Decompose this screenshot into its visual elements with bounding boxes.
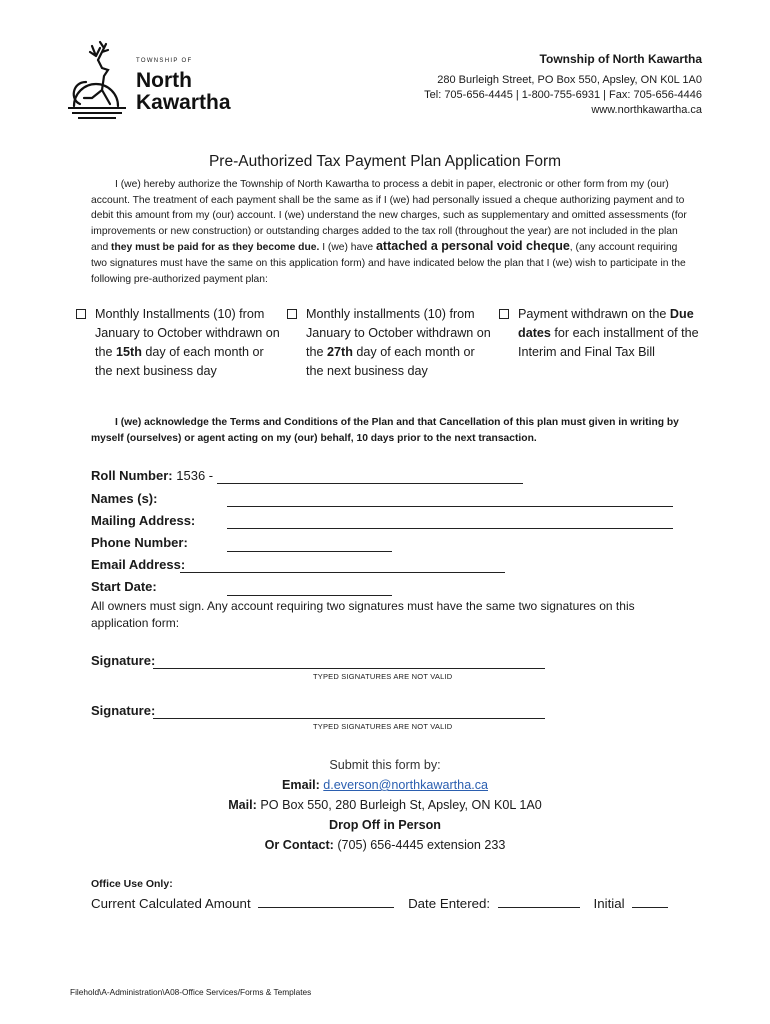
submit-email: Email: d.everson@northkawartha.ca bbox=[282, 778, 488, 792]
auth-text-3: , (any account requiring two signatures must have the same on this application form) and have indicated below the plan that I (we) wish to participate in the following pre-authorized payment plan: bbox=[91, 242, 686, 285]
submit-contact: Or Contact: (705) 656-4445 extension 233 bbox=[264, 838, 506, 852]
logo-line2: Kawartha bbox=[136, 91, 231, 114]
checkbox[interactable] bbox=[499, 309, 509, 319]
plan-option-27th[interactable]: Monthly installments (10) from January to October withdrawn on the 27th day of each month or the next business day bbox=[306, 305, 492, 381]
township-logo bbox=[62, 38, 252, 124]
roll-number-input[interactable] bbox=[217, 482, 523, 484]
owners-note: All owners must sign. Any account requiring two signatures must have the same two signatures on this application form: bbox=[91, 599, 635, 630]
auth-text-2: I (we) have bbox=[319, 242, 376, 254]
submit-heading: Submit this form by: bbox=[329, 758, 441, 772]
form-title: Pre-Authorized Tax Payment Plan Application Form bbox=[208, 153, 562, 170]
email-address-input[interactable] bbox=[180, 571, 505, 573]
signature-label-2: Signature: bbox=[91, 703, 156, 718]
email-address-label: Email Address: bbox=[91, 557, 186, 572]
plan-option-15th[interactable]: Monthly Installments (10) from January to October withdrawn on the 15th day of each month or the next business day bbox=[95, 305, 281, 381]
email-link[interactable]: d.everson@northkawartha.ca bbox=[323, 778, 488, 792]
auth-text-1: I (we) hereby authorize the Township of North Kawartha to process a debit in paper, electronic or other form from my (our) account. The treatment of each payment shall be the same as if I (we) had personally issued a cheque authorizing payment and to debit this amount from my (our) account. I (we) understand the new charges, such as supplementary and omitted assessments (for improvements or new construction) or outstanding charges added to the tax roll (throughout the year) are not included in the plan and bbox=[91, 179, 687, 254]
roll-number-label: Roll Number: 1536 - bbox=[91, 468, 214, 483]
office-use-heading: Office Use Only: bbox=[91, 878, 173, 890]
amount-label: Current Calculated Amount bbox=[91, 896, 251, 911]
acknowledgement: I (we) acknowledge the Terms and Conditions of the Plan and that Cancellation of this plan must given in writing by myself (ourselves) or agent acting on my (our) behalf, 10 days prior to the next transaction. bbox=[91, 417, 679, 444]
phone-number-input[interactable] bbox=[227, 550, 392, 552]
amount-input[interactable] bbox=[258, 895, 394, 908]
logo-line1: North bbox=[136, 69, 192, 92]
mailing-address-label: Mailing Address: bbox=[91, 513, 196, 528]
initial-label: Initial bbox=[593, 896, 625, 911]
mailing-address-input[interactable] bbox=[227, 527, 673, 529]
office-use-row bbox=[91, 895, 668, 911]
authorization-paragraph bbox=[91, 177, 687, 287]
submit-dropoff: Drop Off in Person bbox=[329, 818, 441, 832]
typed-note-1: TYPED SIGNATURES ARE NOT VALID bbox=[313, 672, 453, 681]
auth-bold-2: attached a personal void cheque bbox=[375, 239, 570, 254]
date-entered-input[interactable] bbox=[498, 895, 580, 908]
start-date-label: Start Date: bbox=[91, 579, 157, 594]
checkbox[interactable] bbox=[76, 309, 86, 319]
org-website[interactable]: www.northkawartha.ca bbox=[591, 104, 702, 116]
signature-input-1[interactable] bbox=[153, 667, 545, 669]
contact-block bbox=[424, 52, 702, 118]
names-input[interactable] bbox=[227, 505, 673, 507]
date-entered-label: Date Entered: bbox=[408, 896, 491, 911]
initial-input[interactable] bbox=[632, 895, 668, 908]
names-label: Names (s): bbox=[91, 491, 158, 506]
file-path-footer: Filehold\A-Administration\A08-Office Services/Forms & Templates bbox=[70, 987, 312, 997]
phone-number-label: Phone Number: bbox=[91, 535, 188, 550]
org-address: 280 Burleigh Street, PO Box 550, Apsley, ON K0L 1A0 bbox=[437, 74, 702, 86]
plan-option-due-dates[interactable]: Payment withdrawn on the Due dates for each installment of the Interim and Final Tax Bill bbox=[518, 305, 704, 362]
signature-input-2[interactable] bbox=[153, 717, 545, 719]
logo-small-text: TOWNSHIP OF bbox=[136, 58, 193, 64]
start-date-input[interactable] bbox=[227, 594, 392, 596]
checkbox[interactable] bbox=[287, 309, 297, 319]
signature-label-1: Signature: bbox=[91, 653, 156, 668]
deer-icon bbox=[62, 38, 132, 124]
org-phones: Tel: 705-656-4445 | 1-800-755-6931 | Fax: 705-656-4446 bbox=[424, 89, 702, 101]
submit-mail: Mail: PO Box 550, 280 Burleigh St, Apsley, ON K0L 1A0 bbox=[228, 798, 542, 812]
typed-note-2: TYPED SIGNATURES ARE NOT VALID bbox=[313, 722, 453, 731]
roll-prefix: 1536 - bbox=[176, 468, 214, 483]
auth-bold-1: they must be paid for as they become due. bbox=[111, 242, 320, 254]
org-name: Township of North Kawartha bbox=[539, 52, 702, 66]
